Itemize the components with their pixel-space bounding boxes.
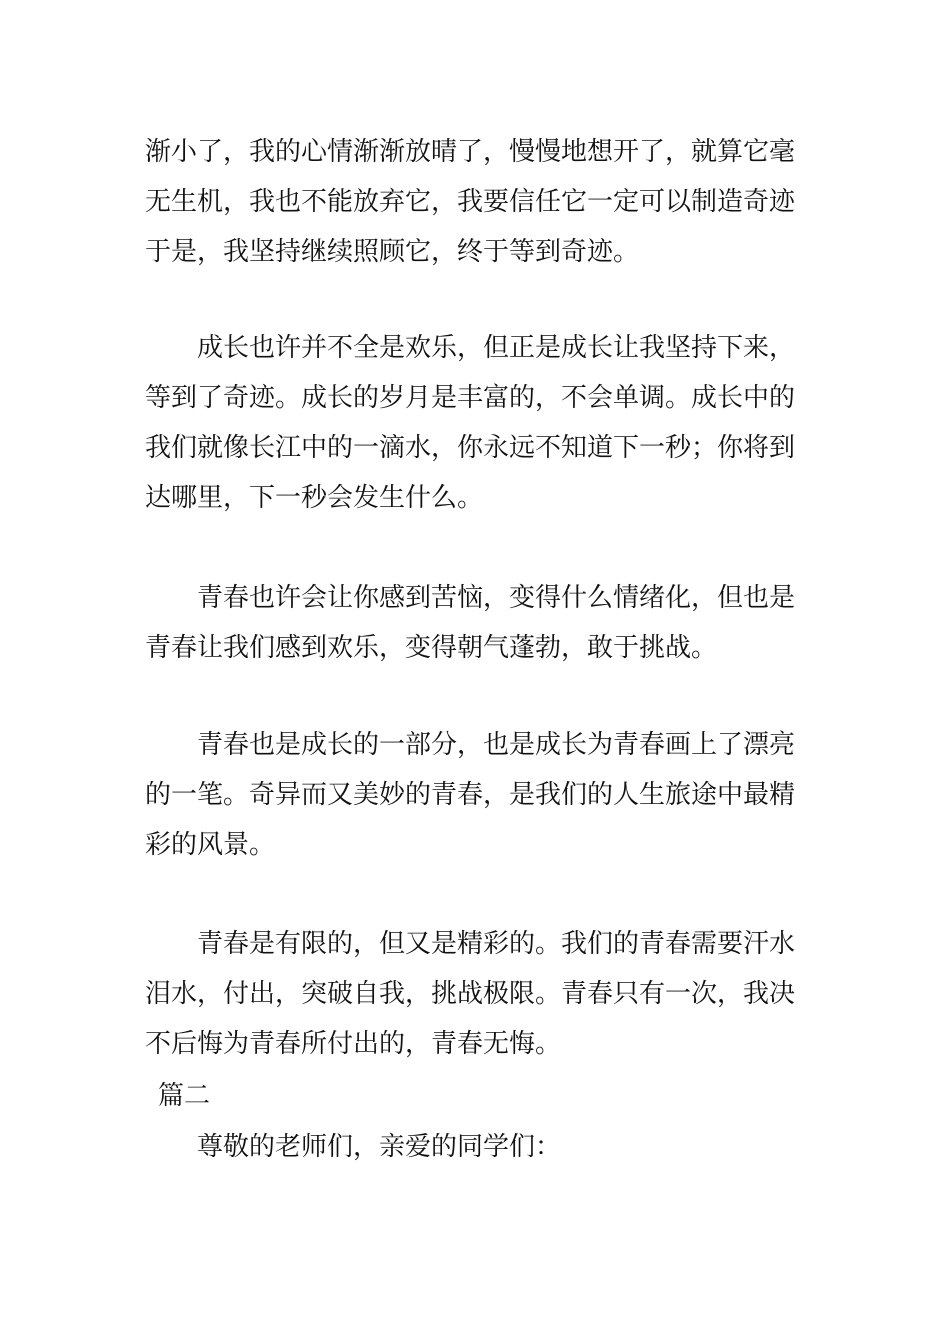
- paragraph-5: [145, 919, 815, 1069]
- paragraph-line: 于是，我坚持继续照顾它，终于等到奇迹。: [145, 237, 640, 267]
- section-heading: 篇二: [158, 1081, 211, 1111]
- paragraph-1: [145, 127, 815, 277]
- salutation-block: [145, 1122, 815, 1172]
- salutation: 尊敬的老师们，亲爱的同学们：: [197, 1132, 562, 1162]
- paragraph-line: 等到了奇迹。成长的岁月是丰富的，不会单调。成长中的: [145, 383, 796, 413]
- paragraph-line: 无生机，我也不能放弃它，我要信任它一定可以制造奇迹: [145, 187, 796, 217]
- paragraph-line: 达哪里，下一秒会发生什么。: [145, 483, 484, 513]
- paragraph-4: [145, 720, 815, 870]
- paragraph-line: 青春让我们感到欢乐，变得朝气蓬勃，敢于挑战。: [145, 633, 718, 663]
- paragraph-line: 彩的风景。: [145, 830, 276, 860]
- paragraph-line: 青春也是成长的一部分，也是成长为青春画上了漂亮: [197, 730, 796, 760]
- paragraph-line: 泪水，付出，突破自我，挑战极限。青春只有一次，我决: [145, 979, 796, 1009]
- paragraph-line: 的一笔。奇异而又美妙的青春，是我们的人生旅途中最精: [145, 780, 796, 810]
- paragraph-line: 青春也许会让你感到苦恼，变得什么情绪化，但也是: [197, 583, 796, 613]
- paragraph-line: 不后悔为青春所付出的，青春无悔。: [145, 1029, 562, 1059]
- paragraph-line: 渐小了，我的心情渐渐放晴了，慢慢地想开了，就算它毫: [145, 137, 796, 167]
- paragraph-3: [145, 573, 815, 673]
- paragraph-line: 青春是有限的，但又是精彩的。我们的青春需要汗水: [197, 929, 796, 959]
- paragraph-2: [145, 323, 815, 523]
- paragraph-line: 我们就像长江中的一滴水，你永远不知道下一秒；你将到: [145, 433, 796, 463]
- paragraph-line: 成长也许并不全是欢乐，但正是成长让我坚持下来，: [197, 333, 796, 363]
